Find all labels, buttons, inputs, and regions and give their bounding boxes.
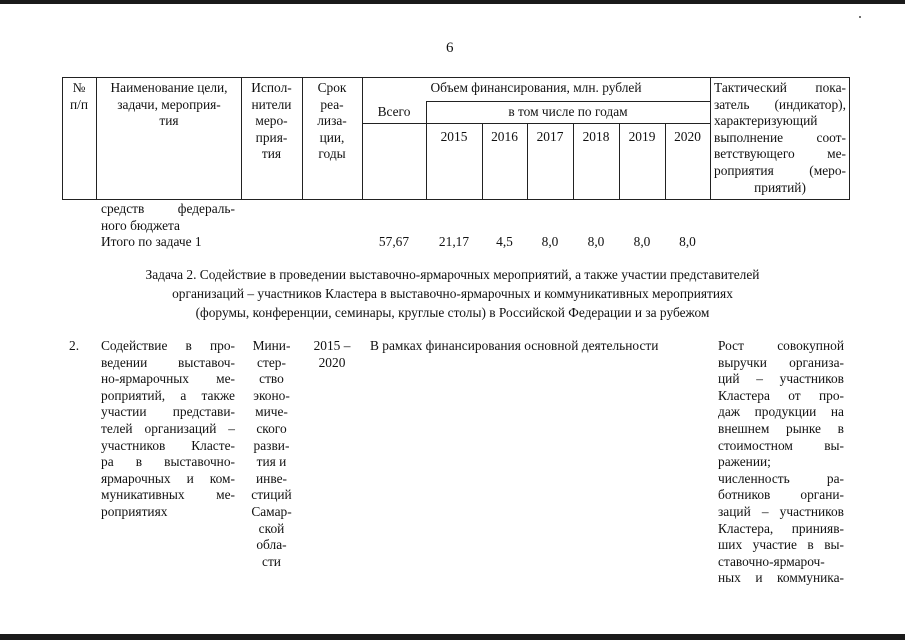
continuation-text: средств федераль- ного бюджета: [101, 201, 235, 233]
scan-top-edge: [0, 0, 905, 4]
total-label: Итого по задаче 1: [101, 234, 202, 249]
row2-number: 2.: [69, 338, 80, 353]
total-2015: 21,17: [438, 234, 470, 249]
scan-bottom-edge: [0, 634, 905, 640]
total-2018: 8,0: [587, 234, 605, 249]
row2-funding: В рамках финансирования основной деятельности: [370, 338, 659, 353]
year-2017: 2017: [536, 129, 564, 144]
total-2019: 8,0: [633, 234, 651, 249]
year-2020: 2020: [674, 129, 701, 144]
header-name: Наименование цели, задачи, мероприя- тия: [110, 80, 228, 129]
total-2020: 8,0: [679, 234, 696, 249]
header-by-years: в том числе по годам: [508, 104, 628, 119]
header-total: Всего: [377, 104, 411, 119]
year-2019: 2019: [628, 129, 656, 144]
header-indicator: Тактический пока- затель (индикатор), характеризующий выполнение соот- ветствующего ме- роприятия (меро- приятий): [714, 80, 846, 195]
row2-executor: Мини- стер- ство эконо- миче- ского разви- тия и инве- стиций Самар- ской обла- сти: [251, 338, 292, 569]
scan-speck: [859, 16, 861, 18]
header-term: Срок реа- лиза- ции, годы: [317, 80, 347, 162]
header-funding-title: Объем финансирования, млн. рублей: [430, 80, 642, 95]
year-2015: 2015: [440, 129, 468, 144]
year-2018: 2018: [582, 129, 610, 144]
row2-term: 2015 – 2020: [313, 338, 351, 370]
total-2017: 8,0: [541, 234, 559, 249]
total-sum: 57,67: [378, 234, 410, 249]
header-executor: Испол- нители меро- прия- тия: [251, 80, 292, 162]
total-2016: 4,5: [496, 234, 513, 249]
row2-name: Содействие в про- ведении выставоч- но-ярмарочных ме- роприятий, а также участии представи- телей организаций – участников Класте- ра в выставочно- ярмарочных и ком- муникативных ме- роприятиях: [101, 338, 235, 519]
row2-indicator: Рост совокупной выручки организа- ций – участников Кластера от про- даж продукции на внешнем рынке в стоимостном вы- ражении; численность ра- ботников органи- заций – участников Кластера, принияв- ших участие в вы- ставочно-ярмароч- ных и коммуника-: [718, 338, 844, 586]
header-number: № п/п: [69, 80, 89, 112]
year-2016: 2016: [491, 129, 518, 144]
page-number: 6: [446, 40, 454, 56]
